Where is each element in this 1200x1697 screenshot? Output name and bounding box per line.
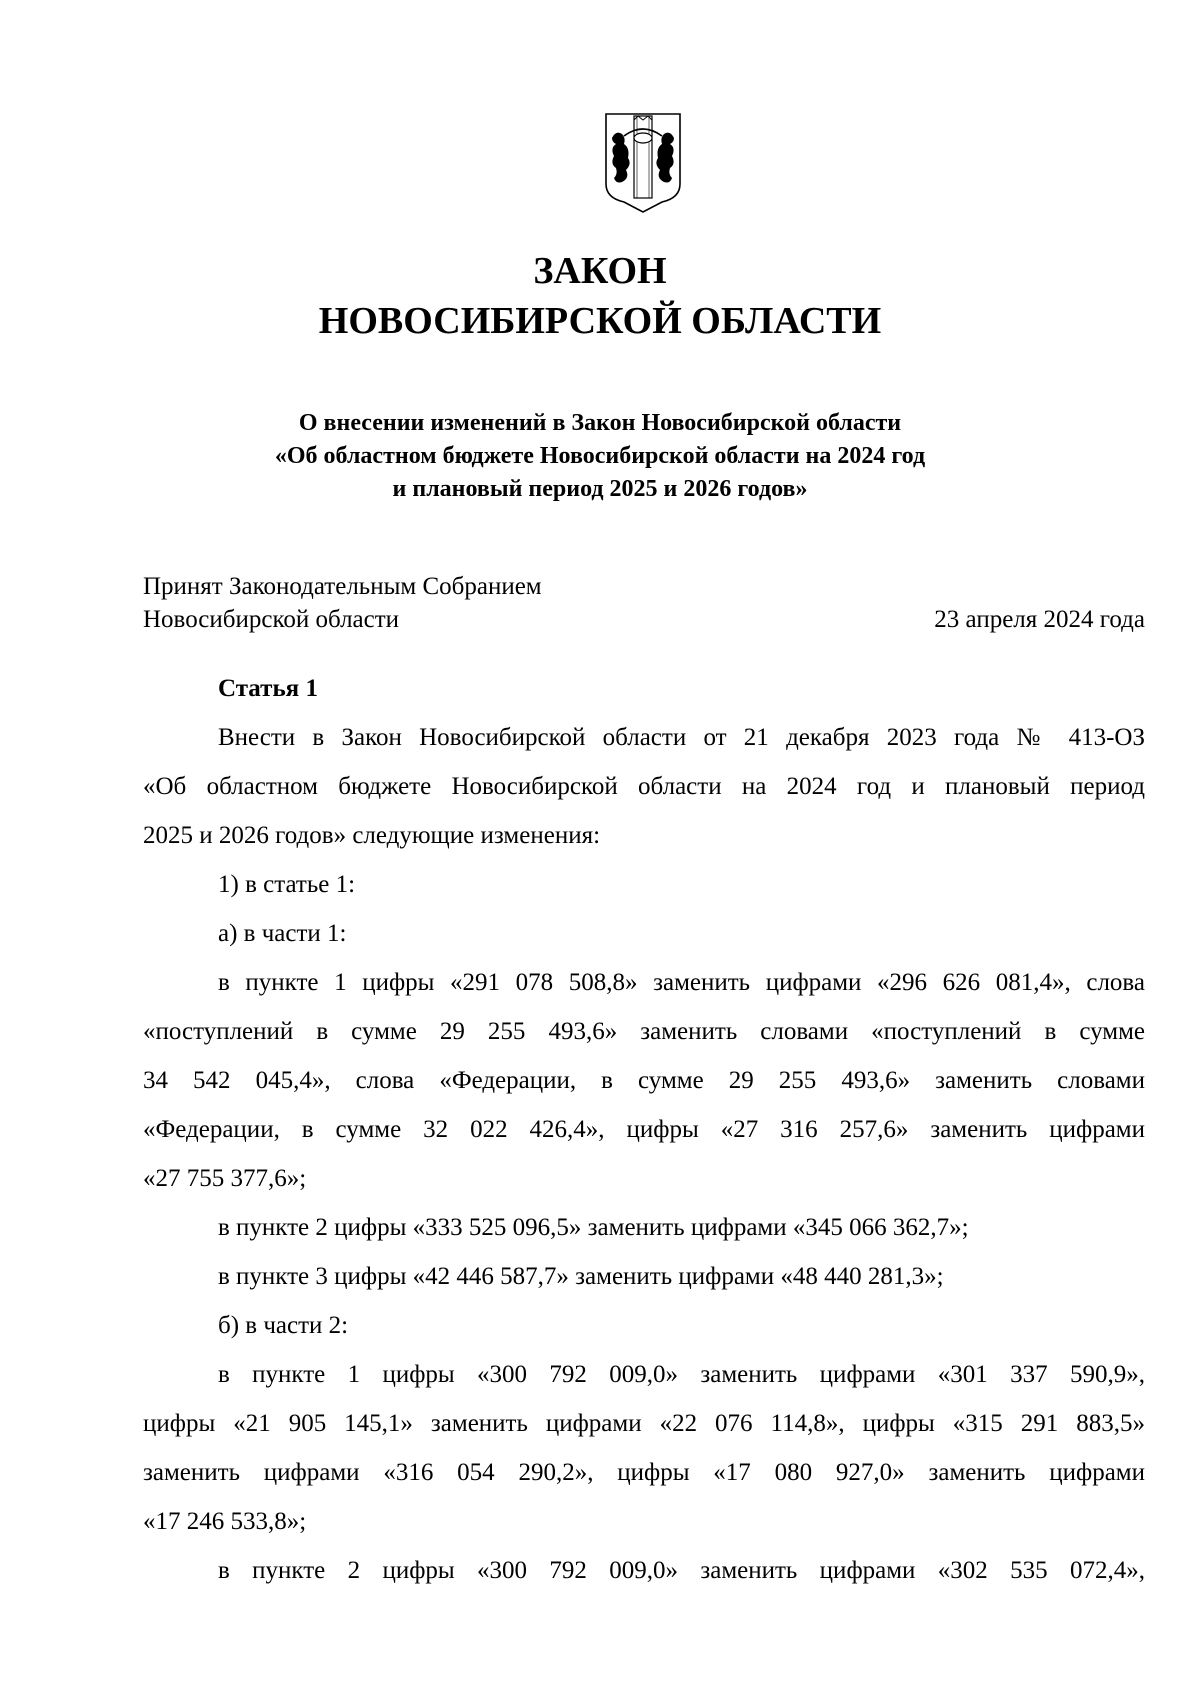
article-line: цифры «21 905 145,1» заменить цифрами «22 076 114,8», цифры «315 291 883,5» (143, 1410, 1145, 1437)
article-line: в пункте 2 цифры «333 525 096,5» заменить цифрами «345 066 362,7»; (218, 1214, 969, 1241)
article-line: в пункте 1 цифры «300 792 009,0» заменить цифрами «301 337 590,9», (218, 1361, 1145, 1388)
article-line: б) в части 2: (218, 1312, 349, 1339)
article-line: 1) в статье 1: (218, 871, 356, 898)
adoption-date: 23 апреля 2024 года (934, 606, 1145, 633)
article-line: в пункте 1 цифры «291 078 508,8» заменить цифрами «296 626 081,4», слова (218, 969, 1145, 996)
article-line: в пункте 2 цифры «300 792 009,0» заменить цифрами «302 535 072,4», (218, 1557, 1145, 1584)
article-title: Статья 1 (218, 675, 318, 702)
adoption-line: Принят Законодательным Собранием (143, 573, 542, 600)
subject-line: и плановый период 2025 и 2026 годов» (392, 476, 808, 502)
article-line: «Федерации, в сумме 32 022 426,4», цифры «27 316 257,6» заменить цифрами (143, 1116, 1145, 1143)
adoption-body (143, 570, 542, 636)
article-line: а) в части 1: (218, 920, 347, 947)
subject-line: О внесении изменений в Закон Новосибирской области (298, 410, 902, 436)
article-line: заменить цифрами «316 054 290,2», цифры «17 080 927,0» заменить цифрами (143, 1459, 1145, 1486)
article-line: Внести в Закон Новосибирской области от 21 декабря 2023 года № 413-ОЗ (218, 724, 1145, 751)
article-line: «поступлений в сумме 29 255 493,6» заменить словами «поступлений в сумме (143, 1018, 1145, 1045)
law-subject (0, 407, 1200, 506)
article-line: «17 246 533,8»; (143, 1508, 307, 1535)
article-line: 2025 и 2026 годов» следующие изменения: (143, 822, 601, 849)
article-line: 34 542 045,4», слова «Федерации, в сумме 29 255 493,6» заменить словами (143, 1067, 1145, 1094)
novosibirsk-coat-of-arms-icon (604, 112, 682, 214)
article-line: «Об областном бюджете Новосибирской области на 2024 год и плановый период (143, 773, 1145, 800)
subject-line: «Об областном бюджете Новосибирской области на 2024 год (274, 443, 926, 469)
region-title: НОВОСИБИРСКОЙ ОБЛАСТИ (318, 300, 882, 342)
article-line: «27 755 377,6»; (143, 1165, 307, 1192)
adoption-line: Новосибирской области (143, 606, 400, 633)
article-line: в пункте 3 цифры «42 446 587,7» заменить цифрами «48 440 281,3»; (218, 1263, 944, 1290)
law-title: ЗАКОН (533, 250, 667, 292)
